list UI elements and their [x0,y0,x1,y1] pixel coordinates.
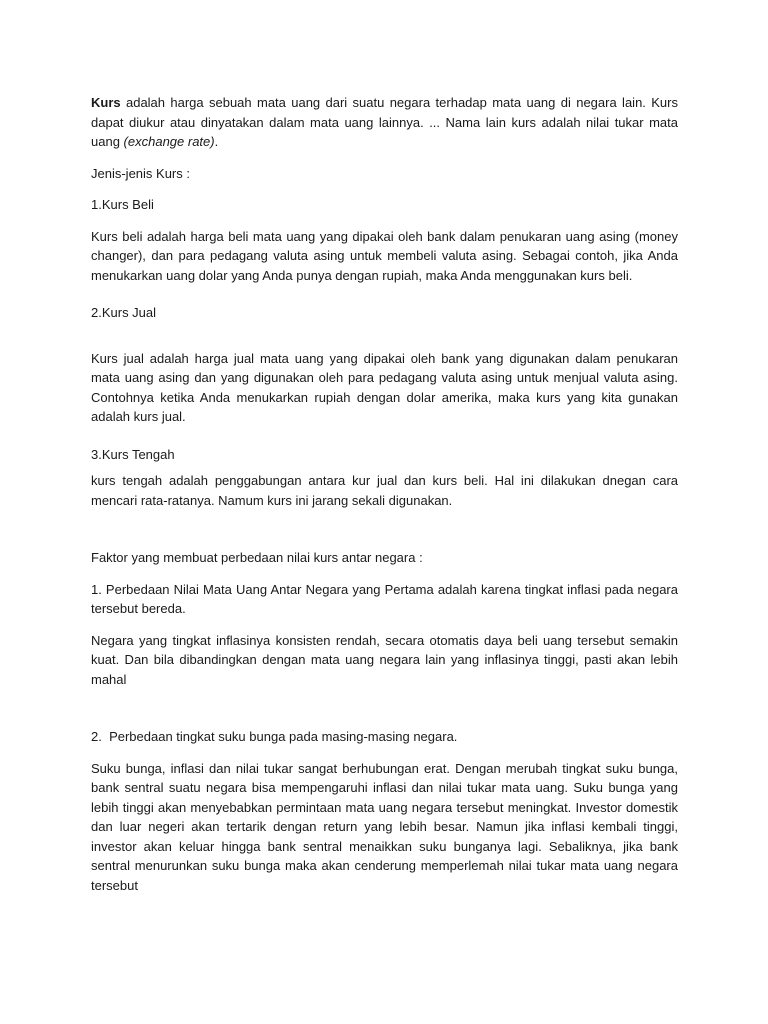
factors-heading: Faktor yang membuat perbedaan nilai kurs antar negara : [91,550,423,565]
intro-italic-term: (exchange rate) [123,134,215,149]
kurs-jual-heading: 2.Kurs Jual [91,305,157,320]
intro-text: adalah harga sebuah mata uang dari suatu negara terhadap mata uang di negara lain. Kurs dapat diukur atau dinyatakan dalam mata uang lainnya. ... Nama lain kurs adalah nilai tukar mata uang [91,95,678,149]
kurs-tengah-heading: 3.Kurs Tengah [91,446,175,462]
factor-1-heading: 1. Perbedaan Nilai Mata Uang Antar Negara yang Pertama adalah karena tingkat inflasi pada negara tersebut bereda. [91,581,678,616]
document-body [91,93,678,895]
kurs-beli-heading: 1.Kurs Beli [91,197,154,212]
kurs-jual-paragraph: Kurs jual adalah harga jual mata uang yang dipakai oleh bank yang digunakan dalam penukaran mata uang asing dan yang digunakan oleh para pedagang valuta asing untuk menjual valuta asing. Contohnya ketika Anda menukarkan rupiah dengan dolar amerika, maka kurs yang kita gunakan adalah kurs jual. [91,350,678,424]
intro-paragraph [91,93,678,152]
kurs-tengah-paragraph: kurs tengah adalah penggabungan antara kur jual dan kurs beli. Hal ini dilakukan dnegan cara mencari rata-ratanya. Namum kurs ini jarang sekali digunakan. [91,473,678,508]
intro-text-end: . [214,134,219,149]
intro-term: Kurs [91,95,121,110]
factor-2-heading: 2. Perbedaan tingkat suku bunga pada masing-masing negara. [91,729,458,744]
factor-2-paragraph: Suku bunga, inflasi dan nilai tukar sangat berhubungan erat. Dengan merubah tingkat suku bunga, bank sentral suatu negara bisa mempengaruhi inflasi dan nilai tukar mata uang. Suku bunga yang lebih tinggi akan menyebabkan permintaan mata uang negara tersebut meningkat. Investor domestik dan luar negeri akan tertarik dengan return yang lebih besar. Namun jika inflasi kembali tinggi, investor akan keluar hingga bank sentral menaikkan suku bunganya lagi. Sebaliknya, jika bank sentral menurunkan suku bunga maka akan cenderung memperlemah nilai tukar mata uang negara tersebut [91,760,678,893]
factor-1-paragraph: Negara yang tingkat inflasinya konsisten rendah, secara otomatis daya beli uang tersebut semakin kuat. Dan bila dibandingkan dengan mata uang negara lain yang inflasinya tinggi, pasti akan lebih mahal [91,632,678,687]
types-heading: Jenis-jenis Kurs : [91,165,190,181]
kurs-beli-paragraph: Kurs beli adalah harga beli mata uang yang dipakai oleh bank dalam penukaran uang asing (money changer), dan para pedagang valuta asing untuk membeli valuta asing. Sebagai contoh, jika Anda menukarkan uang dolar yang Anda punya dengan rupiah, maka Anda menggunakan kurs beli. [91,228,678,283]
